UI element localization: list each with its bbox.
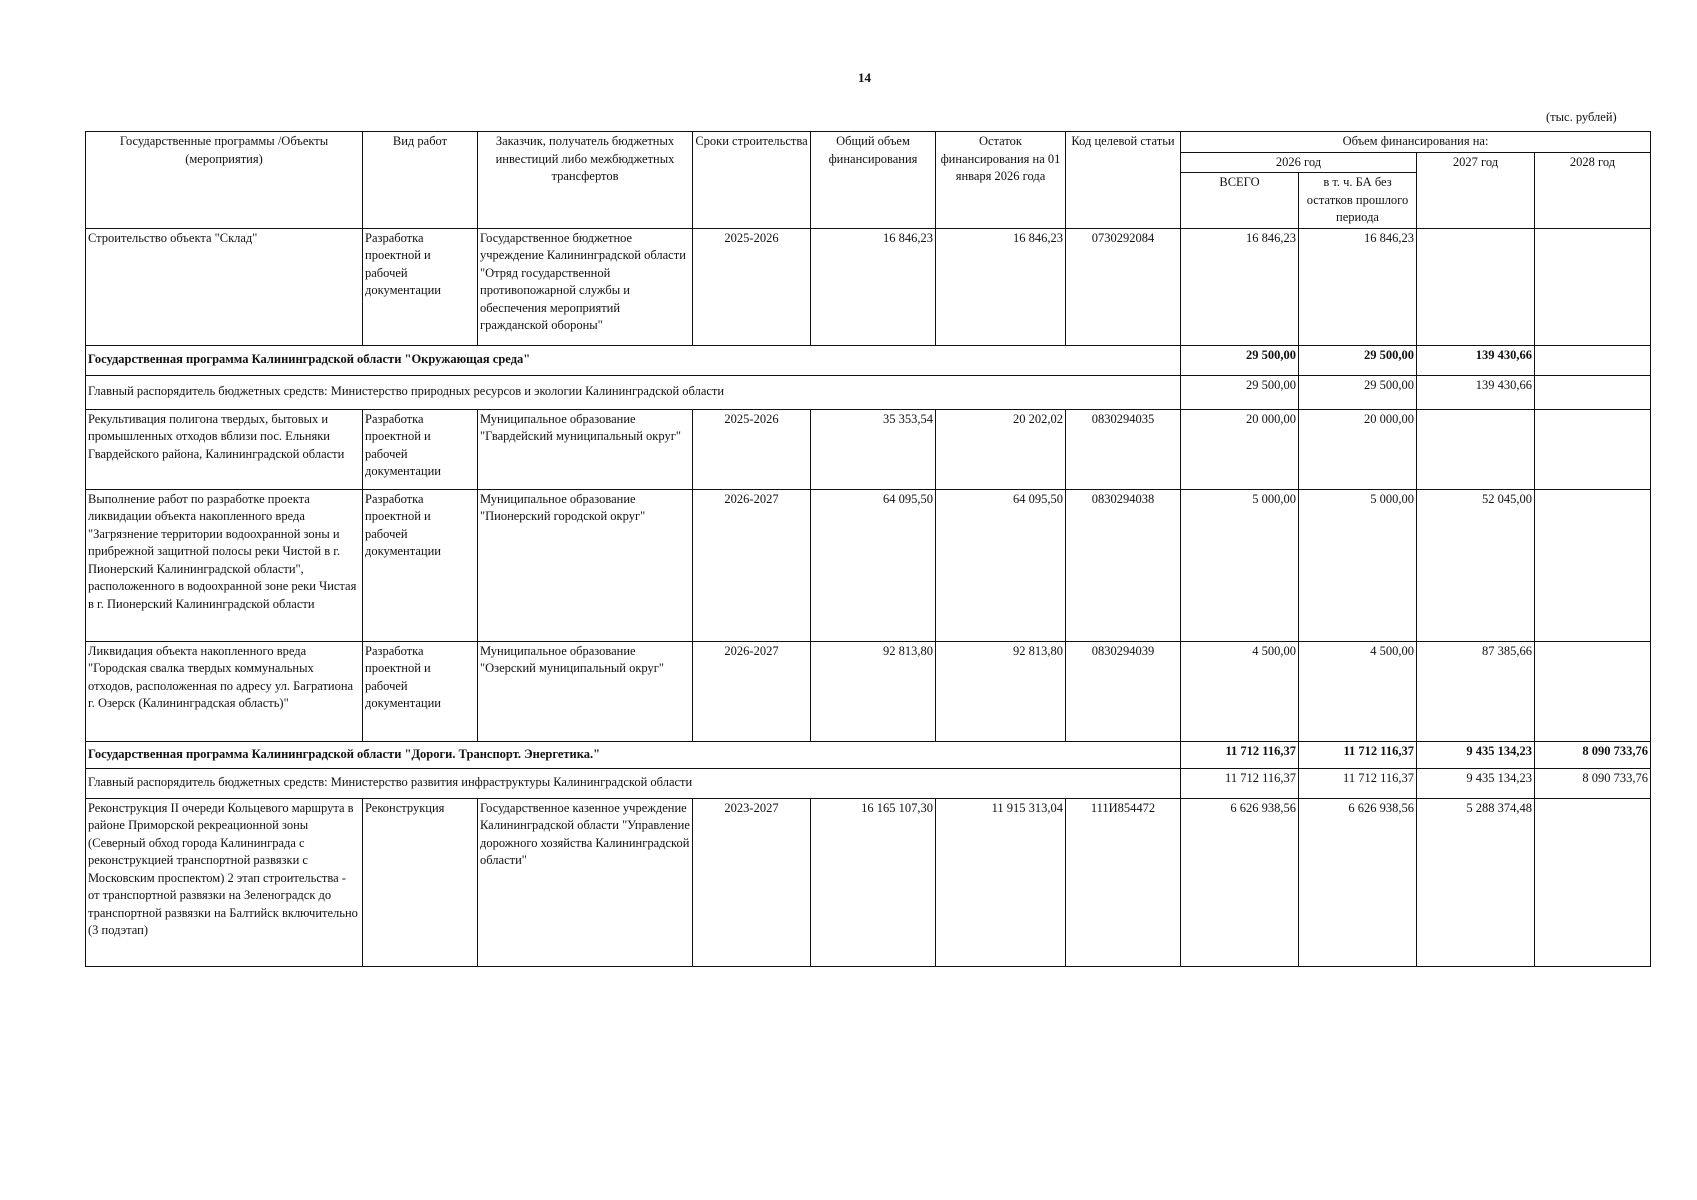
y2026-ba: 29 500,00	[1299, 345, 1417, 375]
y2026-ba: 11 712 116,37	[1299, 768, 1417, 798]
y2026-total: 5 000,00	[1181, 489, 1299, 641]
object-name: Реконструкция II очереди Кольцевого маршрута в районе Приморской рекреационной зоны (Северный обход города Калининграда с реконструкцией транспортной развязки с Московским проспектом) 2 этап строительства - от транспортной развязки на Зеленоградск до транспортной развязки на Балтийск включительно (3 подэтап)	[86, 798, 363, 966]
customer: Муниципальное образование "Озерский муниципальный округ"	[478, 641, 693, 741]
table-header	[86, 132, 1651, 229]
manager-title: Главный распорядитель бюджетных средств: Министерство развития инфраструктуры Калининградской области	[86, 768, 1181, 798]
header-year-2028: 2028 год	[1535, 152, 1651, 228]
table-row-ozersk	[86, 641, 1651, 741]
program-row-environment	[86, 345, 1651, 375]
y2026-total: 16 846,23	[1181, 228, 1299, 345]
y2027: 5 288 374,48	[1417, 798, 1535, 966]
program-title: Государственная программа Калининградской области "Окружающая среда"	[86, 345, 1181, 375]
object-name: Выполнение работ по разработке проекта ликвидации объекта накопленного вреда "Загрязнение территории водоохранной зоны и прибрежной защитной полосы реки Чистой в г. Пионерский Калининградской области", расположенного в водоохранной зоне реки Чистая в г. Пионерский Калининградской области	[86, 489, 363, 641]
customer: Государственное бюджетное учреждение Калининградской области "Отряд государственной противопожарной службы и обеспечения мероприятий гражданской обороны"	[478, 228, 693, 345]
header-year-2027: 2027 год	[1417, 152, 1535, 228]
y2026-total: 4 500,00	[1181, 641, 1299, 741]
header-total-volume: Общий объем финансирования	[811, 132, 936, 229]
y2026-ba: 4 500,00	[1299, 641, 1417, 741]
customer: Муниципальное образование "Пионерский городской округ"	[478, 489, 693, 641]
manager-row-infrastructure	[86, 768, 1651, 798]
y2028: 8 090 733,76	[1535, 741, 1651, 768]
header-financing-volume: Объем финансирования на:	[1181, 132, 1651, 153]
y2026-total: 11 712 116,37	[1181, 741, 1299, 768]
header-incl-ba: в т. ч. БА без остатков прошлого периода	[1299, 173, 1417, 229]
table-row-pionersky	[86, 489, 1651, 641]
header-year-2026: 2026 год	[1181, 152, 1417, 173]
balance: 64 095,50	[936, 489, 1066, 641]
program-row-roads	[86, 741, 1651, 768]
table-row-elnyaki	[86, 409, 1651, 489]
construction-period: 2026-2027	[693, 641, 811, 741]
total-volume: 64 095,50	[811, 489, 936, 641]
total-volume: 16 165 107,30	[811, 798, 936, 966]
y2027	[1417, 409, 1535, 489]
y2028	[1535, 375, 1651, 409]
y2028	[1535, 489, 1651, 641]
y2026-ba: 20 000,00	[1299, 409, 1417, 489]
target-code: 0730292084	[1066, 228, 1181, 345]
financing-table	[85, 131, 1651, 967]
y2028	[1535, 798, 1651, 966]
y2026-ba: 11 712 116,37	[1299, 741, 1417, 768]
target-code: 111И854472	[1066, 798, 1181, 966]
y2026-ba: 5 000,00	[1299, 489, 1417, 641]
construction-period: 2025-2026	[693, 409, 811, 489]
y2027: 52 045,00	[1417, 489, 1535, 641]
target-code: 0830294035	[1066, 409, 1181, 489]
y2027: 139 430,66	[1417, 375, 1535, 409]
header-customer: Заказчик, получатель бюджетных инвестиций либо межбюджетных трансфертов	[478, 132, 693, 229]
customer: Государственное казенное учреждение Калининградской области "Управление дорожного хозяйства Калининградской области"	[478, 798, 693, 966]
y2027: 9 435 134,23	[1417, 741, 1535, 768]
work-type: Разработка проектной и рабочей документации	[363, 228, 478, 345]
balance: 16 846,23	[936, 228, 1066, 345]
y2027: 9 435 134,23	[1417, 768, 1535, 798]
table-row-sklad	[86, 228, 1651, 345]
object-name: Рекультивация полигона твердых, бытовых и промышленных отходов вблизи пос. Ельняки Гвардейского района, Калининградской области	[86, 409, 363, 489]
y2026-total: 29 500,00	[1181, 375, 1299, 409]
work-type: Разработка проектной и рабочей документации	[363, 641, 478, 741]
header-balance: Остаток финансирования на 01 января 2026 года	[936, 132, 1066, 229]
y2026-total: 6 626 938,56	[1181, 798, 1299, 966]
construction-period: 2023-2027	[693, 798, 811, 966]
total-volume: 35 353,54	[811, 409, 936, 489]
y2026-total: 20 000,00	[1181, 409, 1299, 489]
construction-period: 2025-2026	[693, 228, 811, 345]
header-target-code: Код целевой статьи	[1066, 132, 1181, 229]
work-type: Реконструкция	[363, 798, 478, 966]
header-program-object: Государственные программы /Объекты (мероприятия)	[86, 132, 363, 229]
total-volume: 92 813,80	[811, 641, 936, 741]
total-volume: 16 846,23	[811, 228, 936, 345]
customer: Муниципальное образование "Гвардейский муниципальный округ"	[478, 409, 693, 489]
y2027	[1417, 228, 1535, 345]
header-construction-period: Сроки строительства	[693, 132, 811, 229]
y2026-total: 29 500,00	[1181, 345, 1299, 375]
y2028	[1535, 409, 1651, 489]
y2026-ba: 29 500,00	[1299, 375, 1417, 409]
balance: 92 813,80	[936, 641, 1066, 741]
header-total: ВСЕГО	[1181, 173, 1299, 229]
target-code: 0830294039	[1066, 641, 1181, 741]
y2026-ba: 6 626 938,56	[1299, 798, 1417, 966]
balance: 20 202,02	[936, 409, 1066, 489]
balance: 11 915 313,04	[936, 798, 1066, 966]
program-title: Государственная программа Калининградской области "Дороги. Транспорт. Энергетика."	[86, 741, 1181, 768]
object-name: Ликвидация объекта накопленного вреда "Городская свалка твердых коммунальных отходов, расположенная по адресу ул. Багратиона г. Озерск (Калининградская область)"	[86, 641, 363, 741]
y2026-total: 11 712 116,37	[1181, 768, 1299, 798]
header-work-type: Вид работ	[363, 132, 478, 229]
manager-row-natural-resources	[86, 375, 1651, 409]
y2028	[1535, 345, 1651, 375]
page-number: 14	[858, 70, 871, 85]
construction-period: 2026-2027	[693, 489, 811, 641]
table-row-ring-road	[86, 798, 1651, 966]
work-type: Разработка проектной и рабочей документации	[363, 489, 478, 641]
object-name: Строительство объекта "Склад"	[86, 228, 363, 345]
y2027: 87 385,66	[1417, 641, 1535, 741]
y2026-ba: 16 846,23	[1299, 228, 1417, 345]
y2028	[1535, 228, 1651, 345]
target-code: 0830294038	[1066, 489, 1181, 641]
manager-title: Главный распорядитель бюджетных средств: Министерство природных ресурсов и экологии Калининградской области	[86, 375, 1181, 409]
units-label: (тыс. рублей)	[1546, 110, 1617, 124]
y2028: 8 090 733,76	[1535, 768, 1651, 798]
work-type: Разработка проектной и рабочей документации	[363, 409, 478, 489]
y2028	[1535, 641, 1651, 741]
y2027: 139 430,66	[1417, 345, 1535, 375]
